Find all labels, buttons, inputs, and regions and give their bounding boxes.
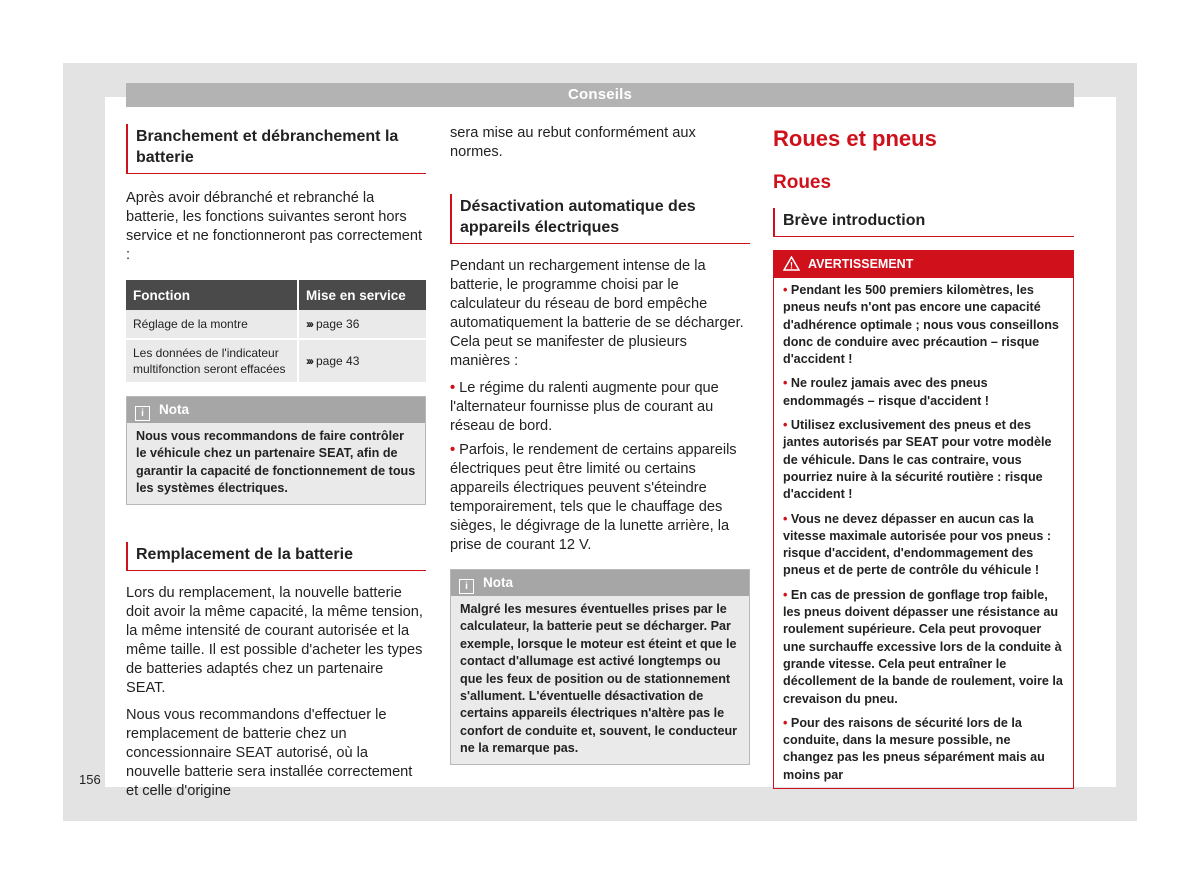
warning-header [774, 251, 1073, 278]
warning-body [774, 278, 1073, 788]
warning-item-text: Pour des raisons de sécurité lors de la conduite, dans la mesure possible, ne changez pas les pneus séparément mais au moins par [783, 715, 1045, 782]
battery-replacement-paragraph-2: Nous vous recommandons d'effectuer le remplacement de batterie chez un concessionnaire SEAT autorisé, où la nouvelle batterie sera installée correctement et celle d'origine [126, 706, 413, 799]
chapter-header-title: Conseils [567, 86, 633, 103]
page-number: 156 [79, 772, 101, 787]
table-row [126, 310, 426, 339]
continuation-paragraph: sera mise au rebut conformément aux normes. [450, 125, 696, 160]
warning-item [783, 587, 1064, 708]
warning-item [783, 417, 1064, 503]
note-text: Nous vous recommandons de faire contrôler le véhicule chez un partenaire SEAT, afin de garantir la capacité de fonctionnement de tous les systèmes électriques. [136, 429, 416, 496]
warning-item-text: Pendant les 500 premiers kilomètres, les pneus neufs n'ont pas encore une capacité d'adhérence optimale ; nous vous conseillons donc de conduire avec précaution – risque d'accident ! [783, 283, 1059, 367]
bullet-icon: • [783, 511, 788, 526]
list-item [450, 379, 750, 436]
warning-item-text: Ne roulez jamais avec des pneus endommagés – risque d'accident ! [783, 376, 989, 408]
section-heading-battery-replacement: Remplacement de la batterie [126, 542, 426, 571]
subchapter-title: Roues [773, 172, 832, 193]
note-box-battery [126, 396, 426, 505]
section-heading-battery-connect: Branchement et débranchement la batterie [126, 124, 426, 174]
bullet-icon: • [450, 442, 456, 458]
section-heading-auto-deactivation: Désactivation automatique des appareils électriques [450, 194, 750, 244]
bullet-icon: • [783, 283, 788, 297]
reference-link[interactable]: page 36 [316, 317, 360, 331]
column-middle [450, 124, 750, 765]
battery-replacement-paragraph-1: Lors du remplacement, la nouvelle batterie doit avoir la même capacité, la même tension, la même intensité de courant autorisée et la même taille. Il est possible d'acheter les types de batteries adaptés chez un partenaire SEAT. [126, 584, 423, 696]
list-item-text: Parfois, le rendement de certains appareils électriques peut être limité ou certains appareils électriques peuvent s'éteindre temporairement, tels que le chauffage des sièges, le dégivrage de la lunette arrière, la prise de courant 12 V. [450, 442, 737, 553]
warning-item [783, 715, 1064, 784]
function-table [126, 280, 426, 384]
chapter-title: Roues et pneus [773, 126, 937, 151]
column-right [773, 124, 1074, 789]
reference-arrow-icon: ››› [306, 354, 312, 368]
info-icon: i [135, 406, 150, 421]
function-table-header-row [126, 280, 426, 310]
reference-link[interactable]: page 43 [316, 354, 360, 368]
column-left [126, 124, 426, 801]
table-cell-function: Les données de l'indicateur multifonction seront effacées [126, 339, 298, 383]
warning-item [783, 511, 1064, 580]
note-title: Nota [159, 402, 189, 417]
table-cell-reference[interactable] [298, 310, 426, 339]
battery-connect-paragraph: Après avoir débranché et rebranché la batterie, les fonctions suivantes seront hors service et ne fonctionneront pas correctement : [126, 190, 423, 263]
table-row [126, 339, 426, 383]
chapter-header-bar [126, 83, 1074, 107]
warning-item [783, 375, 1064, 410]
warning-item-text: Vous ne devez dépasser en aucun cas la vitesse maximale autorisée pour vos pneus : risque d'accident, d'endommagement des pneus et de perte de contrôle du véhicule ! [783, 511, 1052, 578]
note-box-discharge [450, 569, 750, 765]
note-header [451, 570, 749, 596]
warning-exclamation-glyph: ! [790, 260, 793, 271]
warning-title: AVERTISSEMENT [808, 257, 914, 271]
note-title: Nota [483, 575, 513, 590]
warning-triangle-icon [783, 254, 800, 281]
warning-item [783, 282, 1064, 368]
note-text: Malgré les mesures éventuelles prises par le calculateur, la batterie peut se décharger. Par exemple, lorsque le moteur est éteint et que le contact d'allumage est activé longtemps ou que les feux de position ou de stationnement s'allument. L'éventuelle désactivation de certains appareils électriques n'altère pas le confort de conduite et, souvent, le conducteur ne la remarque pas. [460, 602, 738, 756]
function-table-header-activation: Mise en service [298, 280, 426, 310]
list-item-text: Le régime du ralenti augmente pour que l'alternateur fournisse plus de courant au réseau de bord. [450, 380, 719, 434]
section-heading-intro: Brève introduction [773, 208, 1074, 237]
bullet-icon: • [783, 418, 788, 433]
bullet-icon: • [783, 715, 788, 730]
bullet-icon: • [783, 376, 788, 391]
function-table-header-function: Fonction [126, 280, 298, 310]
bullet-icon: • [783, 587, 788, 602]
warning-item-text: Utilisez exclusivement des pneus et des jantes autorisés par SEAT pour votre modèle de véhicule. Dans le cas contraire, vous pourriez nuire à la sécurité routière : risque d'accident ! [783, 418, 1052, 502]
auto-deactivation-paragraph: Pendant un rechargement intense de la batterie, le programme choisi par le calculateur du réseau de bord empêche automatiquement la batterie de se décharger. Cela peut se manifester de plusieurs manières : [450, 258, 744, 369]
bullet-icon: • [450, 380, 456, 396]
note-header [127, 397, 425, 423]
info-icon: i [459, 579, 474, 594]
warning-box [773, 250, 1074, 789]
list-item [450, 441, 750, 555]
table-cell-function: Réglage de la montre [126, 310, 298, 339]
warning-item-text: En cas de pression de gonflage trop faible, les pneus doivent dépasser une résistance au roulement supérieure. Cela peut provoquer une surchauffe excessive lors de la conduite à grande vitesse. Cela peut entraîner le décollement de la bande de roulement, voire la crevaison du pneu. [783, 587, 1063, 706]
table-cell-reference[interactable] [298, 339, 426, 383]
reference-arrow-icon: ››› [306, 317, 312, 331]
